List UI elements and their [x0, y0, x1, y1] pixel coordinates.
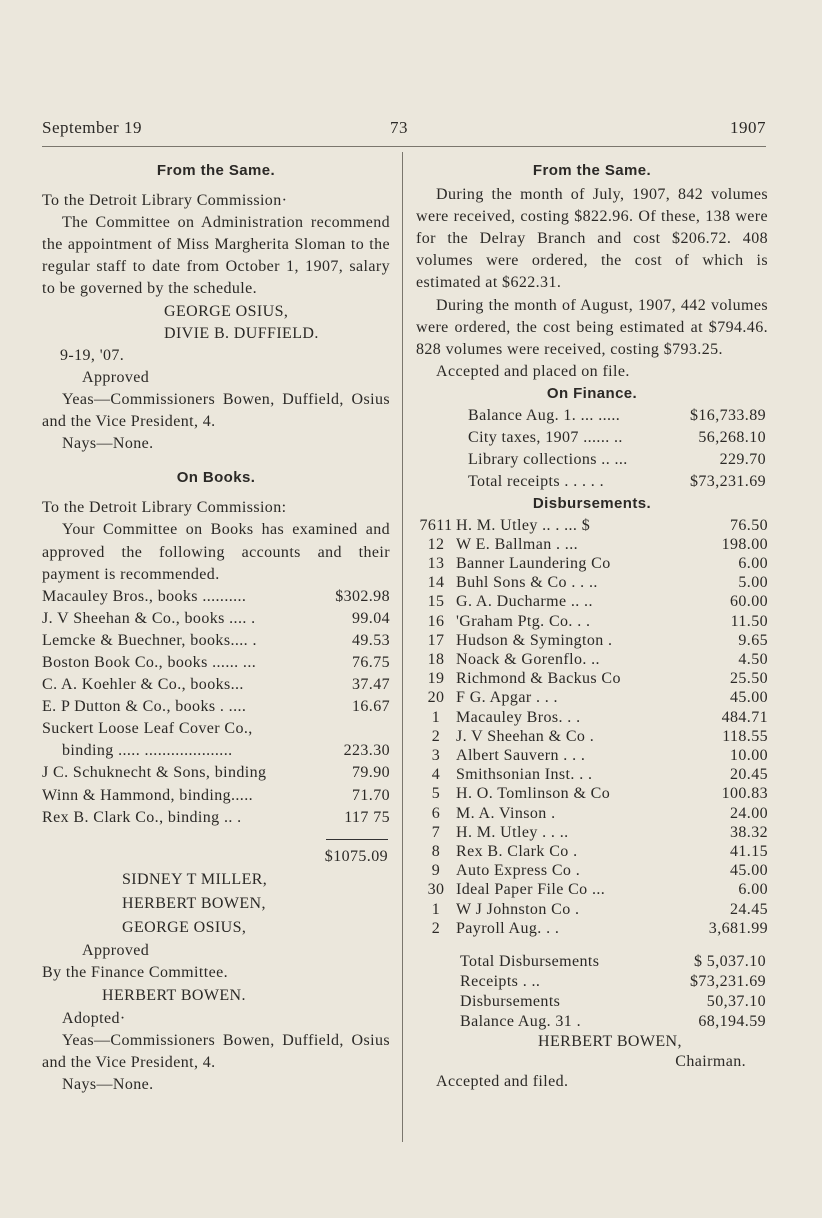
account-amount: 37.47 [352, 676, 390, 694]
account-row [42, 608, 390, 630]
disbursement-row [416, 535, 768, 554]
payee-name: W J Johnston Co . [456, 900, 580, 918]
voucher-number: 14 [427, 574, 445, 592]
voucher-number: 5 [431, 785, 441, 803]
signature: GEORGE OSIUS, [164, 302, 289, 320]
finance-label: Balance Aug. 1. ... ..... [468, 407, 621, 425]
account-amount: 99.04 [352, 609, 390, 627]
nays-vote: Nays—None. [62, 435, 154, 453]
column-divider [402, 152, 403, 1142]
payment-amount: 4.50 [738, 650, 768, 668]
payment-amount: 60.00 [730, 593, 768, 611]
account-amount: 223.30 [343, 742, 390, 760]
payee-name: W E. Ballman . ... [456, 535, 578, 553]
voucher-number: 18 [427, 650, 445, 668]
section-heading-from-the-same: From the Same. [532, 162, 652, 179]
disbursement-row [416, 823, 768, 842]
account-amount: 49.53 [352, 631, 390, 649]
total-rule [326, 839, 388, 840]
page-number: 73 [390, 118, 408, 137]
signature: HERBERT BOWEN, [538, 1032, 682, 1050]
adopted-line: Adopted· [62, 1010, 126, 1027]
yeas-vote: Yeas—Commissioners Bowen, Duffield, Osius and the Vice President, 4. [42, 1032, 390, 1072]
voucher-number: 3 [431, 746, 441, 764]
voucher-number: 15 [427, 593, 445, 611]
finance-amount: $73,231.69 [690, 473, 766, 491]
account-row [42, 674, 390, 696]
page-header [42, 118, 766, 142]
account-amount: 71.70 [352, 786, 390, 804]
payment-amount: 24.45 [730, 900, 768, 918]
disbursement-row [416, 708, 768, 727]
voucher-number: 1 [431, 900, 441, 918]
account-amount: 76.75 [352, 653, 390, 671]
payment-amount: 41.15 [730, 842, 768, 860]
accepted-filed-line: Accepted and filed. [436, 1072, 569, 1090]
voucher-number: 12 [427, 535, 445, 553]
finance-label: City taxes, 1907 ...... .. [468, 429, 623, 447]
salutation: To the Detroit Library Commission· [42, 192, 288, 210]
payment-amount: 198.00 [721, 535, 768, 553]
payment-amount: 25.50 [730, 670, 768, 688]
account-name: Boston Book Co., books ...... ... [42, 653, 257, 671]
total-amount: 50,37.10 [706, 992, 766, 1010]
disbursement-row [416, 784, 768, 803]
total-label: Receipts . .. [460, 972, 541, 990]
payee-name: Buhl Sons & Co . . .. [456, 574, 598, 592]
total-row [460, 972, 766, 992]
account-name: Winn & Hammond, binding..... [42, 786, 253, 804]
disbursement-row [416, 669, 768, 688]
disbursement-row [416, 861, 768, 880]
payment-amount: 11.50 [730, 612, 768, 630]
voucher-number: 9 [431, 862, 441, 880]
account-row [42, 652, 390, 674]
disbursement-row [416, 880, 768, 899]
disbursement-row [416, 919, 768, 938]
accepted-line: Accepted and placed on file. [436, 362, 630, 380]
payment-amount: 5.00 [738, 574, 768, 592]
header-date: September 19 [42, 118, 142, 137]
payment-amount: 6.00 [738, 881, 768, 899]
accounts-total: $1075.09 [324, 847, 388, 865]
finance-row [468, 449, 766, 471]
header-year: 1907 [730, 118, 766, 137]
payee-name: H. O. Tomlinson & Co [456, 785, 611, 803]
yeas-vote: Yeas—Commissioners Bowen, Duffield, Osius and the Vice President, 4. [42, 390, 390, 431]
account-amount: 16.67 [352, 698, 390, 716]
signature-title: Chairman. [675, 1052, 746, 1070]
finance-amount: $16,733.89 [690, 407, 766, 425]
disbursement-row [416, 516, 768, 535]
date-line: 9-19, '07. [60, 346, 125, 364]
total-row [460, 992, 766, 1012]
header-rule [42, 146, 766, 147]
payment-amount: 38.32 [730, 823, 768, 841]
signature: HERBERT BOWEN. [102, 987, 246, 1004]
nays-vote: Nays—None. [62, 1076, 154, 1094]
voucher-number: 7 [431, 823, 441, 841]
finance-committee-line: By the Finance Committee. [42, 963, 228, 981]
payment-amount: 10.00 [730, 746, 768, 764]
payee-name: Noack & Gorenflo. .. [456, 650, 600, 668]
books-committee-text: Your Committee on Books has examined and approved the following accounts and their payment is recommended. [42, 521, 390, 583]
disbursement-row [416, 650, 768, 669]
signature: HERBERT BOWEN, [122, 894, 266, 912]
finance-receipts [468, 405, 766, 493]
total-row [460, 1012, 766, 1032]
account-row [42, 696, 390, 718]
payment-amount: 20.45 [730, 766, 768, 784]
voucher-number: 17 [427, 631, 445, 649]
total-label: Disbursements [460, 992, 561, 1010]
payee-name: F G. Apgar . . . [456, 689, 558, 707]
payment-amount: 45.00 [730, 689, 768, 707]
voucher-number: 13 [427, 554, 445, 572]
payee-name: Ideal Paper File Co ... [456, 881, 606, 899]
account-row [42, 718, 390, 740]
voucher-number: 30 [427, 881, 445, 899]
payee-name: Richmond & Backus Co [456, 670, 621, 688]
payee-name: H. M. Utley . . .. [456, 823, 569, 841]
voucher-number: 16 [427, 612, 445, 630]
section-heading-on-books: On Books. [176, 469, 256, 487]
account-amount: 117 75 [344, 808, 390, 826]
voucher-number: 2 [431, 727, 441, 745]
disbursement-row [416, 900, 768, 919]
payee-name: G. A. Ducharme .. .. [456, 593, 593, 611]
payee-name: M. A. Vinson . [456, 804, 556, 822]
disbursement-row [416, 612, 768, 631]
payee-name: Payroll Aug. . . [456, 919, 560, 937]
approved-line: Approved [82, 368, 150, 386]
disbursement-row [416, 573, 768, 592]
payee-name: Banner Laundering Co [456, 554, 611, 572]
voucher-number: 8 [431, 842, 441, 860]
disbursement-row [416, 804, 768, 823]
payment-amount: 484.71 [721, 708, 768, 726]
recommendation-text: The Committee on Administration recommend the appointment of Miss Margherita Sloman to the regular staff to date from October 1, 1907, salary to be governed by the schedule. [42, 214, 390, 298]
account-amount: 79.90 [352, 764, 390, 782]
left-column [42, 160, 390, 1096]
disbursement-row [416, 554, 768, 573]
payment-amount: 9.65 [738, 631, 768, 649]
account-name: Rex B. Clark Co., binding .. . [42, 808, 242, 826]
august-report-text: During the month of August, 1907, 442 volumes were ordered, the cost being estimated at $794.46. 828 volumes were received, costing $793.25. [416, 296, 768, 358]
total-label: Balance Aug. 31 . [460, 1012, 581, 1030]
payment-amount: 24.00 [730, 804, 768, 822]
account-amount: $302.98 [335, 587, 390, 605]
payment-amount: 100.83 [721, 785, 768, 803]
disbursement-row [416, 727, 768, 746]
total-label: Total Disbursements [460, 952, 600, 970]
voucher-number: 2 [431, 919, 441, 937]
voucher-number: 1 [431, 708, 441, 726]
account-name: Macauley Bros., books .......... [42, 587, 247, 605]
payee-name: Smithsonian Inst. . . [456, 766, 593, 784]
account-name: E. P Dutton & Co., books . .... [42, 698, 247, 716]
account-name: J C. Schuknecht & Sons, binding [42, 764, 267, 782]
total-row [460, 952, 766, 972]
disbursements-heading: Disbursements. [532, 495, 652, 513]
payee-name: Albert Sauvern . . . [456, 746, 586, 764]
disbursements-list [416, 516, 768, 938]
july-report-text: During the month of July, 1907, 842 volumes were received, costing $822.96. Of these, 138 were for the Delray Branch and cost $206.72. 408 volumes were ordered, the cost of which is estimated at $622.31. [416, 186, 768, 292]
account-row [42, 740, 390, 762]
payee-name: Rex B. Clark Co . [456, 842, 578, 860]
disbursement-row [416, 592, 768, 611]
totals-summary [460, 952, 766, 1032]
account-row [42, 785, 390, 807]
salutation: To the Detroit Library Commission: [42, 499, 287, 517]
payment-amount: 118.55 [722, 727, 768, 745]
section-heading-from-the-same: From the Same. [156, 162, 276, 179]
voucher-number: 7611 [419, 516, 453, 534]
total-amount: $ 5,037.10 [694, 952, 766, 970]
finance-row [468, 471, 766, 493]
payee-name: Auto Express Co . [456, 862, 581, 880]
right-column [416, 160, 768, 1092]
disbursement-row [416, 688, 768, 707]
account-row [42, 630, 390, 652]
voucher-number: 6 [431, 804, 441, 822]
payee-name: Macauley Bros. . . [456, 708, 581, 726]
finance-label: Library collections .. ... [468, 451, 628, 469]
account-name: J. V Sheehan & Co., books .... . [42, 609, 256, 627]
finance-label: Total receipts . . . . . [468, 473, 604, 491]
disbursement-row [416, 631, 768, 650]
account-name: Suckert Loose Leaf Cover Co., [42, 720, 253, 738]
voucher-number: 4 [431, 766, 441, 784]
payment-amount: 3,681.99 [708, 919, 768, 937]
finance-row [468, 405, 766, 427]
payment-amount: 76.50 [730, 516, 768, 534]
signature: GEORGE OSIUS, [122, 918, 247, 936]
voucher-number: 20 [427, 689, 445, 707]
accounts-list [42, 586, 390, 829]
account-row [42, 586, 390, 608]
account-name: C. A. Koehler & Co., books... [42, 676, 244, 694]
signature: DIVIE B. DUFFIELD. [164, 324, 319, 342]
finance-amount: 56,268.10 [698, 429, 766, 447]
account-row [42, 762, 390, 784]
section-heading-on-finance: On Finance. [546, 384, 638, 402]
disbursement-row [416, 842, 768, 861]
disbursement-row [416, 746, 768, 765]
payee-name: 'Graham Ptg. Co. . . [456, 612, 591, 630]
finance-amount: 229.70 [719, 451, 766, 469]
approved-line: Approved [82, 941, 150, 959]
payment-amount: 6.00 [738, 554, 768, 572]
account-name: binding ..... .................... [62, 742, 233, 760]
account-row [42, 807, 390, 829]
total-amount: 68,194.59 [698, 1012, 766, 1030]
payee-name: H. M. Utley .. . ... $ [456, 516, 591, 534]
payee-name: J. V Sheehan & Co . [456, 727, 595, 745]
voucher-number: 19 [427, 670, 445, 688]
payee-name: Hudson & Symington . [456, 631, 613, 649]
disbursement-row [416, 765, 768, 784]
payment-amount: 45.00 [730, 862, 768, 880]
signature: SIDNEY T MILLER, [122, 870, 268, 888]
total-amount: $73,231.69 [690, 972, 766, 990]
finance-row [468, 427, 766, 449]
account-name: Lemcke & Buechner, books.... . [42, 631, 257, 649]
